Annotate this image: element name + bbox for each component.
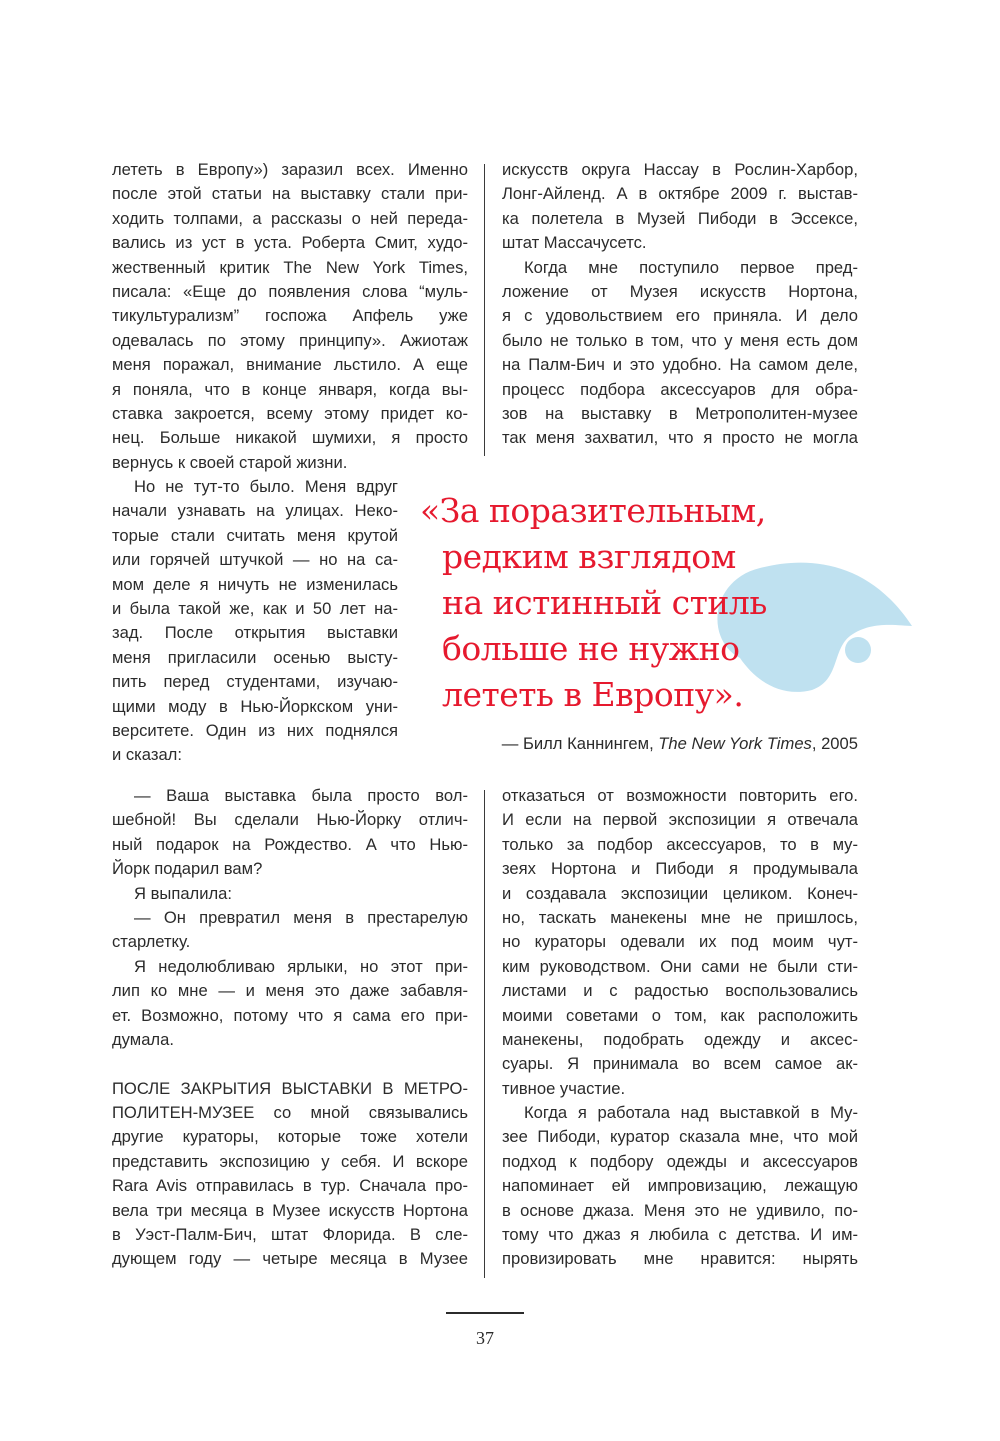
text-line: провизировать мне нравится: нырять: [502, 1249, 858, 1269]
text-line: после этой статьи на выставку стали при-: [112, 184, 468, 204]
text-line: моими советами о том, как расположить: [502, 1005, 858, 1025]
text-line: зеях Нортона и Пибоди я продумывала: [502, 859, 858, 879]
pull-quote-attribution: [502, 734, 858, 754]
text-line: ПОЛИТЕН-МУЗЕЕ со мной связывались: [112, 1103, 468, 1123]
text-line: подход к подбору одежды и аксессуаров: [502, 1151, 858, 1171]
text-line: И если на первой экспозиции я отвечала: [502, 810, 858, 830]
text-line: жественный критик The New York Times,: [112, 257, 468, 277]
right-column-bottom: [502, 784, 858, 1272]
text-line: Я выпалила:: [134, 883, 233, 903]
text-line: в Уэст-Палм-Бич, штат Флорида. В сле-: [112, 1225, 468, 1245]
text-line: в основе джаза. Меня это не удивило, по-: [502, 1200, 858, 1220]
text-line: было не только в том, что у меня есть дом: [502, 330, 858, 350]
text-line: и сказал:: [112, 745, 182, 765]
text-line: Когда мне поступило первое пред-: [524, 257, 858, 277]
text-line: Rara Avis отправилась в тур. Сначала про-: [112, 1176, 468, 1196]
text-line: Лонг-Айленд. А в октябре 2009 г. выстав-: [502, 184, 858, 204]
text-line: и создавала экспозиции целиком. Конеч-: [502, 883, 858, 903]
text-line: Йорк подарил вам?: [112, 859, 263, 879]
page-number: 37: [476, 1328, 494, 1348]
text-line: — Он превратил меня в престарелую: [134, 907, 468, 927]
left-column-top: [112, 158, 468, 475]
text-line: шебной! Вы сделали Нью-Йорку отлич-: [112, 810, 468, 830]
text-line: Когда я работала над выставкой в Му-: [524, 1103, 858, 1123]
pull-quote: [420, 488, 880, 718]
text-line: пить перед студентами, изучаю-: [112, 672, 398, 692]
text-line: но кураторы одевали их под моим чут-: [502, 932, 858, 952]
text-line: вернусь к своей старой жизни.: [112, 452, 348, 472]
text-line: штат Массачусетс.: [502, 233, 647, 253]
text-line: торые стали считать меня крутой: [112, 525, 398, 545]
text-line: Я недолюбливаю ярлыки, но этот при-: [134, 956, 468, 976]
section-lead-line: ПОСЛЕ ЗАКРЫТИЯ ВЫСТАВКИ В МЕТРО-: [112, 1078, 468, 1098]
attribution-year: , 2005: [811, 734, 858, 753]
text-line: я поняла, что в конце января, когда вы-: [112, 379, 468, 399]
text-line: вела три месяца в Музее искусств Нортона: [112, 1200, 468, 1220]
column-divider-top: [484, 164, 485, 456]
pull-quote-line: на истинный стиль: [442, 583, 767, 622]
text-line: ставка закроется, всему этому придет ко-: [112, 403, 468, 423]
text-line: листами и с радостью воспользовались: [502, 981, 858, 1001]
text-line: дующем году — четыре месяца в Музее: [112, 1249, 468, 1269]
text-line: другие кураторы, которые тоже хотели: [112, 1127, 468, 1147]
pull-quote-line: редким взглядом: [442, 537, 736, 576]
pull-quote-line: лететь в Европу».: [442, 675, 744, 714]
text-line: так меня захватил, что я просто не могла: [502, 428, 858, 448]
text-line: напоминает ей импровизацию, лежащую: [502, 1176, 858, 1196]
text-line: только за подбор аксессуаров, то в му-: [502, 834, 858, 854]
text-line: но, таскать манекены мне не пришлось,: [502, 907, 858, 927]
left-column-mid: [112, 475, 398, 768]
text-line: щими моду в Нью-Йоркском уни-: [112, 696, 398, 716]
text-line: думала.: [112, 1029, 174, 1049]
text-line: тому что джаз я любила с детства. И им-: [502, 1225, 858, 1245]
right-column-top: [502, 158, 858, 451]
text-line: манекены, подобрать одежду и аксес-: [502, 1029, 858, 1049]
text-line: и была такой же, как и 50 лет на-: [112, 598, 398, 618]
text-line: представить экспозицию у себя. И вскоре: [112, 1151, 468, 1171]
attribution-source: The New York Times: [658, 734, 812, 753]
text-line: ходить толпами, а рассказы о ней переда-: [112, 208, 468, 228]
attribution-author: — Билл Каннингем,: [501, 734, 659, 753]
text-line: я с удовольствием его приняла. И дело: [502, 306, 858, 326]
text-line: искусств округа Нассау в Рослин-Харбор,: [502, 160, 858, 179]
text-line: Но не тут-то было. Меня вдруг: [134, 477, 398, 496]
text-line: — Ваша выставка была просто вол-: [134, 786, 468, 805]
pull-quote-line: больше не нужно: [442, 629, 740, 668]
page-number-rule: [446, 1312, 524, 1314]
text-line: процесс подбора аксессуаров для обра-: [502, 379, 858, 399]
text-line: отказаться от возможности повторить его.: [502, 786, 858, 805]
pull-quote-line: «За поразительным,: [420, 491, 766, 530]
text-line: меня поражал, внимание льстило. А еще: [112, 355, 468, 375]
text-line: меня пригласили осенью высту-: [112, 647, 398, 667]
text-line: лип ко мне — и меня это даже забавля-: [112, 981, 468, 1001]
text-line: зее Пибоди, куратор сказала мне, что мой: [502, 1127, 858, 1147]
text-line: ет. Возможно, потому что я сама его при-: [112, 1005, 468, 1025]
text-line: старлетку.: [112, 932, 191, 952]
text-line: лететь в Европу») заразил всех. Именно: [112, 160, 468, 179]
text-line: на Палм-Бич и это удобно. На самом деле,: [502, 355, 858, 375]
left-column-bottom: [112, 784, 468, 1272]
blank-line: [112, 1052, 468, 1076]
column-divider-bottom: [484, 790, 485, 1278]
text-line: одевалась по этому принципу». Ажиотаж: [112, 330, 468, 350]
text-line: зад. После открытия выставки: [112, 623, 398, 643]
text-line: ким руководством. Они сами не были сти-: [502, 956, 858, 976]
text-line: нец. Больше никакой шумихи, я просто: [112, 428, 468, 448]
text-line: зов на выставку в Метрополитен-музее: [502, 403, 858, 423]
text-line: тивное участие.: [502, 1078, 626, 1098]
text-line: ка полетела в Музей Пибоди в Эссексе,: [502, 208, 858, 228]
text-line: писала: «Еще до появления слова “муль-: [112, 281, 468, 301]
text-line: начали узнавать на улицах. Неко-: [112, 501, 398, 521]
text-line: или горячей штучкой — но на са-: [112, 550, 398, 570]
text-line: верситете. Один из них поднялся: [112, 720, 398, 740]
text-line: ложение от Музея искусств Нортона,: [502, 281, 858, 301]
text-line: мом деле я ничуть не изменилась: [112, 574, 398, 594]
text-line: тикультурализм” госпожа Апфель уже: [112, 306, 468, 326]
text-line: вались из уст в уста. Роберта Смит, худо-: [112, 233, 468, 253]
text-line: ный подарок на Рождество. А что Нью-: [112, 834, 468, 854]
text-line: суары. Я принимала во всем самое ак-: [502, 1054, 858, 1074]
